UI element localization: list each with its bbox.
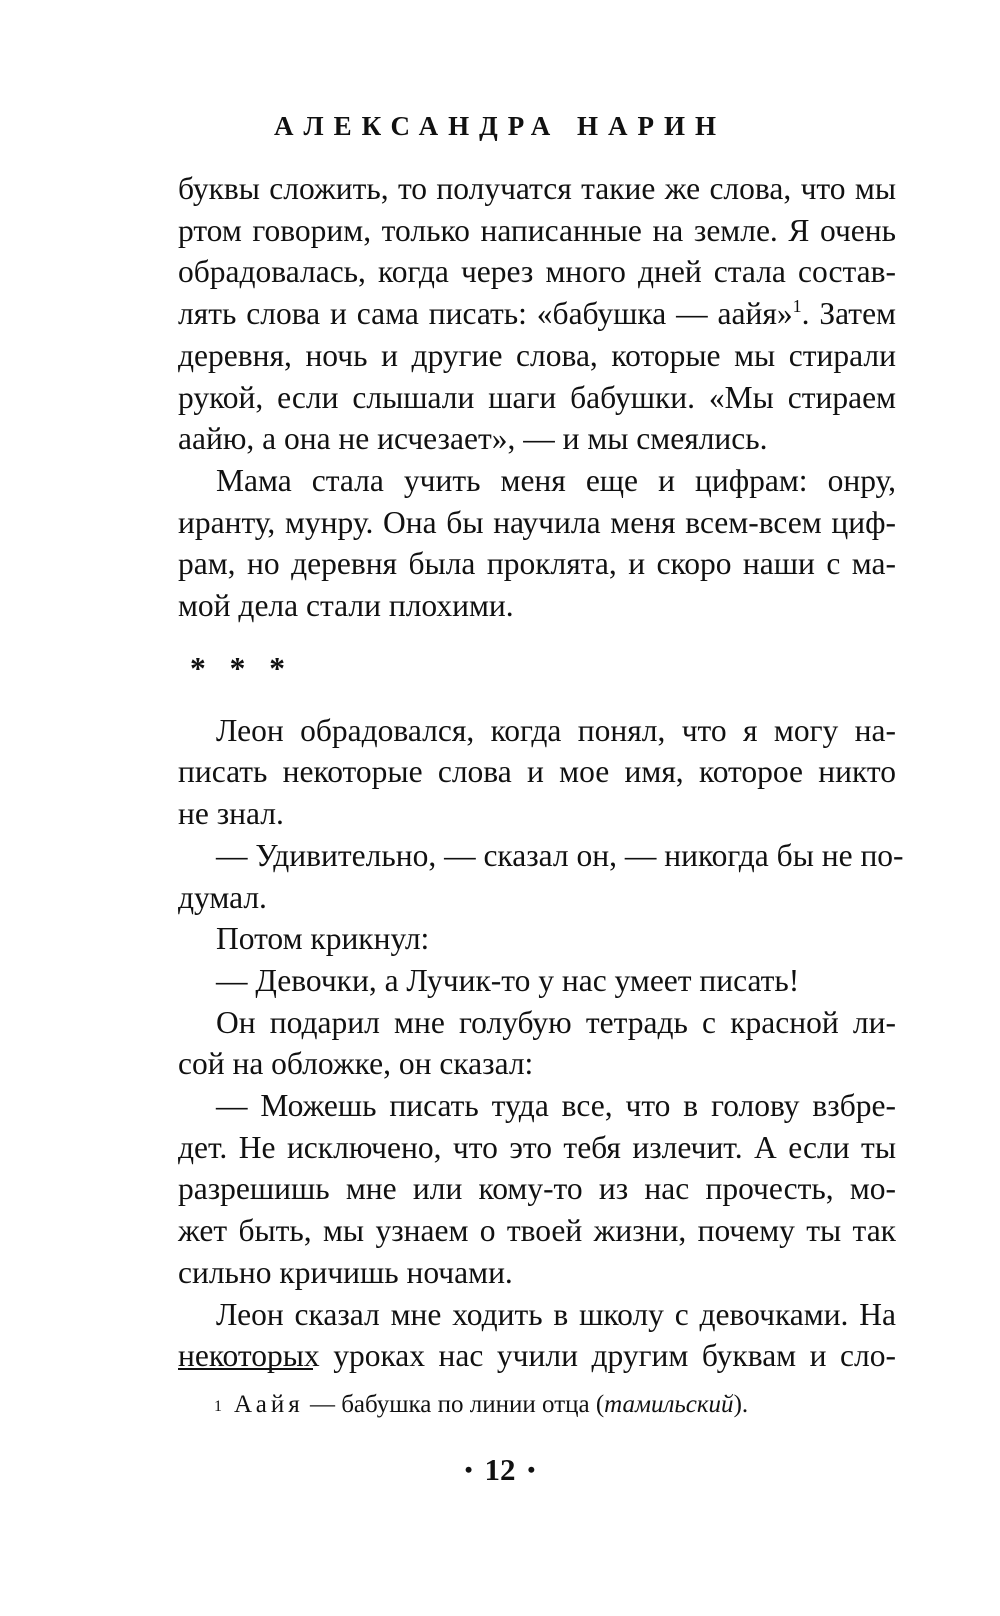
text-line: рукой, если слышали шаги бабушки. «Мы стираем [178,379,896,415]
footnote-divider [178,1368,313,1370]
body-text [178,168,904,1377]
paragraph [178,1002,896,1085]
text-line: — Можешь писать туда все, что в голову взбре- [216,1088,896,1124]
text-line: аайю, а она не исчезает», — и мы смеялись. [178,421,768,457]
text-line: дет. Не исключено, что это тебя излечит. А если ты [178,1129,896,1165]
text-line-with-footnote [178,293,896,335]
text-line: буквы сложить, то получатся такие же слова, что мы [178,171,896,206]
paragraph [178,168,896,460]
text-line: ртом говорим, только написанные на земле. Я очень [178,212,896,248]
paragraph [178,918,896,960]
text-line: иранту, мунру. Она бы научила меня всем-всем циф- [178,504,896,540]
footnote-reference[interactable]: 1 [792,296,802,317]
section-separator: * * * [190,650,293,686]
text-line: — Девочки, а Лучик-то у нас умеет писать! [216,962,800,998]
paragraph [178,460,896,627]
text-line: Леон сказал мне ходить в школу с девочками. На [216,1296,896,1332]
text-line: рам, но деревня была проклята, и скоро наши с ма- [178,546,896,582]
text-line: разрешишь мне или кому-то из нас прочесть, мо- [178,1171,896,1207]
paragraph [178,835,904,918]
paragraph [178,1085,896,1294]
paragraph [178,960,896,1002]
text-line: думал. [178,879,267,915]
running-head: АЛЕКСАНДРА НАРИН [273,111,727,141]
text-line: некоторых уроках нас учили другим буквам и сло- [178,1338,896,1374]
paragraph [178,710,896,835]
footnote-mark: 1 [214,1398,222,1415]
page-number [0,1450,1000,1493]
text-line: Он подарил мне голубую тетрадь с красной ли- [216,1004,896,1040]
text-line: Леон обрадовался, когда понял, что я могу на- [216,712,896,748]
text-line: Мама стала учить меня еще и цифрам: онру, [216,462,896,498]
folio-ornament-right: • [527,1457,536,1482]
text-line: — Удивительно, — сказал он, — никогда бы не по- [216,837,904,873]
paragraph [178,1294,896,1377]
footnote-language: тамильский [604,1391,734,1418]
text-line: писать некоторые слова и мое имя, которое никто [178,754,896,790]
text-line: обрадовалась, когда через много дней стала состав- [178,254,896,290]
page-number-value: 12 [484,1452,516,1487]
text-segment: . Затем [801,296,896,332]
footnote [214,1388,748,1422]
text-line: не знал. [178,796,284,832]
text-segment: лять слова и сама писать: «бабушка — аайя» [178,296,793,332]
folio-ornament-left: • [464,1457,473,1482]
text-line: жет быть, мы узнаем о твоей жизни, почему ты так [178,1213,896,1249]
text-line: мой дела стали плохими. [178,588,514,624]
footnote-definition: — бабушка по линии отца ( [309,1391,605,1418]
text-line: сой на обложке, он сказал: [178,1046,534,1082]
text-line: деревня, ночь и другие слова, которые мы стирали [178,337,896,373]
footnote-term: Аайя [234,1391,304,1418]
text-line: сильно кричишь ночами. [178,1254,513,1290]
footnote-closing: ). [733,1391,749,1418]
text-line: Потом крикнул: [216,921,430,957]
